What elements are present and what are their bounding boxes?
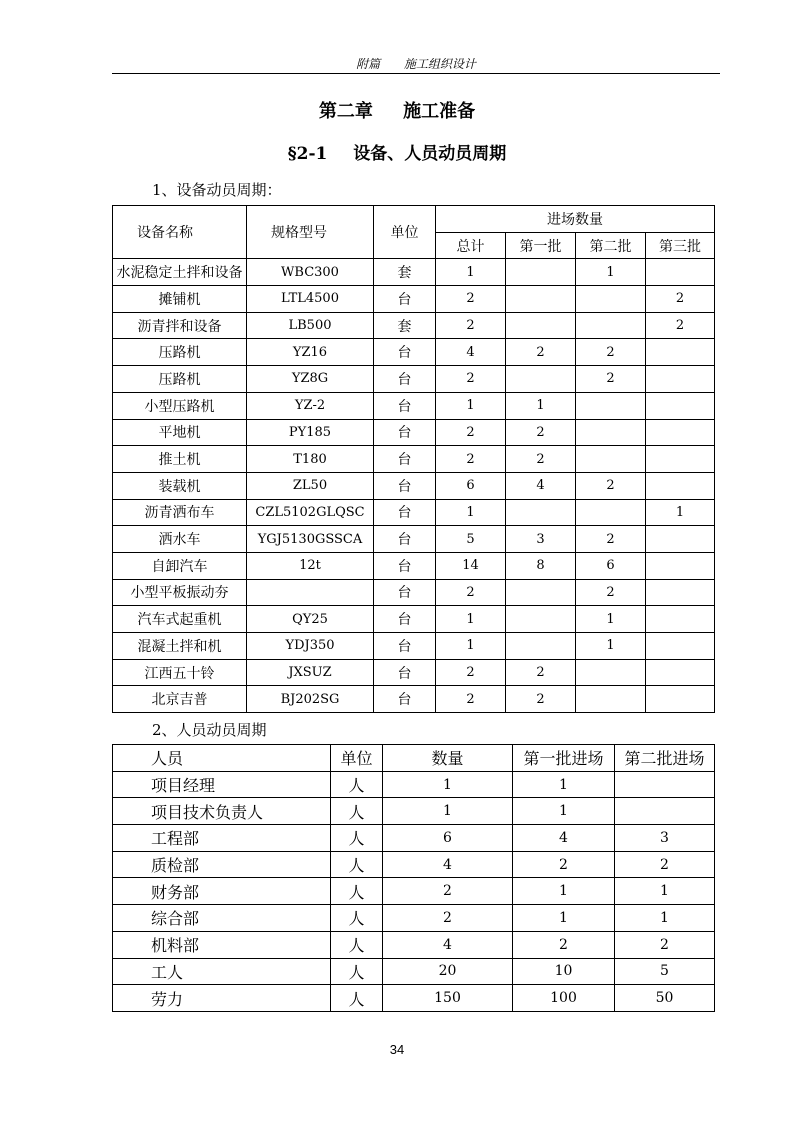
equipment-spec: CZL5102GLQSC <box>247 499 374 526</box>
personnel-unit: 人 <box>331 931 383 958</box>
personnel-unit: 人 <box>331 798 383 825</box>
col-header-batch2: 第二批进场 <box>615 745 715 772</box>
equipment-batch3: 2 <box>646 312 715 339</box>
table-row <box>113 552 715 579</box>
equipment-batch2 <box>576 392 646 419</box>
equipment-batch2: 2 <box>576 579 646 606</box>
table-row <box>113 686 715 713</box>
equipment-total: 1 <box>436 633 506 660</box>
equipment-batch2 <box>576 419 646 446</box>
equipment-total: 5 <box>436 526 506 553</box>
chapter-title <box>0 100 794 124</box>
equipment-unit: 台 <box>374 286 436 313</box>
equipment-batch2: 1 <box>576 606 646 633</box>
equipment-name: 水泥稳定土拌和设备 <box>113 259 247 286</box>
table-row <box>113 446 715 473</box>
table-row <box>113 606 715 633</box>
personnel-role: 劳力 <box>113 985 331 1012</box>
equipment-spec: PY185 <box>247 419 374 446</box>
equipment-name: 平地机 <box>113 419 247 446</box>
col-header-entry: 进场数量 <box>436 206 715 233</box>
personnel-table <box>112 744 715 1012</box>
table-row <box>113 878 715 905</box>
personnel-batch2: 3 <box>615 825 715 852</box>
personnel-batch1: 1 <box>513 905 615 932</box>
equipment-total: 1 <box>436 259 506 286</box>
equipment-unit: 台 <box>374 446 436 473</box>
table-row <box>113 286 715 313</box>
personnel-batch1: 2 <box>513 851 615 878</box>
personnel-batch2: 2 <box>615 851 715 878</box>
equipment-batch1 <box>506 366 576 393</box>
equipment-batch3: 1 <box>646 499 715 526</box>
personnel-qty: 2 <box>383 878 513 905</box>
table-row <box>113 659 715 686</box>
table-row <box>113 366 715 393</box>
section-title <box>0 142 794 166</box>
equipment-batch2: 2 <box>576 526 646 553</box>
table-row <box>113 259 715 286</box>
equipment-unit: 台 <box>374 499 436 526</box>
personnel-role: 工人 <box>113 958 331 985</box>
equipment-unit: 台 <box>374 419 436 446</box>
equipment-total: 2 <box>436 312 506 339</box>
equipment-name: 北京吉普 <box>113 686 247 713</box>
equipment-batch3: 2 <box>646 286 715 313</box>
equipment-batch2: 2 <box>576 366 646 393</box>
section-name: 设备、人员动员周期 <box>353 144 507 164</box>
equipment-name: 压路机 <box>113 339 247 366</box>
equipment-unit: 台 <box>374 339 436 366</box>
table-row <box>113 798 715 825</box>
table-row <box>113 931 715 958</box>
personnel-unit: 人 <box>331 851 383 878</box>
col-header-batch1: 第一批 <box>506 232 576 259</box>
personnel-unit: 人 <box>331 825 383 852</box>
table-row <box>113 312 715 339</box>
personnel-batch2: 1 <box>615 905 715 932</box>
equipment-batch3 <box>646 633 715 660</box>
equipment-name: 汽车式起重机 <box>113 606 247 633</box>
col-header-total: 总计 <box>436 232 506 259</box>
table-row <box>113 499 715 526</box>
equipment-batch3 <box>646 366 715 393</box>
header-doc-title: 施工组织设计 <box>403 57 476 71</box>
personnel-role: 项目经理 <box>113 771 331 798</box>
equipment-batch1: 2 <box>506 659 576 686</box>
equipment-unit: 台 <box>374 472 436 499</box>
personnel-qty: 6 <box>383 825 513 852</box>
equipment-name: 自卸汽车 <box>113 552 247 579</box>
equipment-spec: YZ16 <box>247 339 374 366</box>
equipment-spec: YZ8G <box>247 366 374 393</box>
col-header-unit: 单位 <box>374 206 436 259</box>
equipment-unit: 台 <box>374 579 436 606</box>
personnel-unit: 人 <box>331 905 383 932</box>
equipment-batch2 <box>576 312 646 339</box>
table-row <box>113 339 715 366</box>
equipment-total: 6 <box>436 472 506 499</box>
chapter-number: 第二章 <box>318 101 373 122</box>
equipment-spec: LTL4500 <box>247 286 374 313</box>
personnel-qty: 4 <box>383 931 513 958</box>
personnel-role: 质检部 <box>113 851 331 878</box>
equipment-batch3 <box>646 446 715 473</box>
header-part: 附篇 <box>356 57 381 71</box>
table-row <box>113 526 715 553</box>
col-header-spec: 规格型号 <box>247 206 374 259</box>
equipment-unit: 套 <box>374 259 436 286</box>
equipment-total: 2 <box>436 659 506 686</box>
personnel-heading: 2、人员动员周期 <box>152 721 267 739</box>
equipment-unit: 台 <box>374 633 436 660</box>
personnel-unit: 人 <box>331 771 383 798</box>
table-row <box>113 579 715 606</box>
personnel-batch2: 50 <box>615 985 715 1012</box>
equipment-spec: 12t <box>247 552 374 579</box>
equipment-total: 2 <box>436 446 506 473</box>
equipment-batch1 <box>506 499 576 526</box>
personnel-batch2: 1 <box>615 878 715 905</box>
personnel-qty: 4 <box>383 851 513 878</box>
personnel-qty: 1 <box>383 798 513 825</box>
table-row <box>113 472 715 499</box>
equipment-spec: YGJ5130GSSCA <box>247 526 374 553</box>
equipment-total: 1 <box>436 499 506 526</box>
equipment-spec: WBC300 <box>247 259 374 286</box>
equipment-spec: YDJ350 <box>247 633 374 660</box>
equipment-unit: 台 <box>374 686 436 713</box>
equipment-total: 2 <box>436 686 506 713</box>
equipment-batch1: 3 <box>506 526 576 553</box>
equipment-batch3 <box>646 526 715 553</box>
personnel-batch1: 1 <box>513 878 615 905</box>
equipment-batch1 <box>506 606 576 633</box>
col-header-person: 人员 <box>113 745 331 772</box>
equipment-batch1: 2 <box>506 446 576 473</box>
equipment-batch1 <box>506 579 576 606</box>
equipment-batch2: 2 <box>576 339 646 366</box>
equipment-batch2 <box>576 499 646 526</box>
equipment-unit: 台 <box>374 606 436 633</box>
personnel-batch1: 100 <box>513 985 615 1012</box>
equipment-spec: ZL50 <box>247 472 374 499</box>
col-header-batch1: 第一批进场 <box>513 745 615 772</box>
equipment-name: 江西五十铃 <box>113 659 247 686</box>
equipment-total: 1 <box>436 392 506 419</box>
personnel-role: 机料部 <box>113 931 331 958</box>
personnel-batch2 <box>615 771 715 798</box>
col-header-unit: 单位 <box>331 745 383 772</box>
equipment-name: 压路机 <box>113 366 247 393</box>
equipment-batch3 <box>646 419 715 446</box>
equipment-heading: 1、设备动员周期： <box>152 181 282 199</box>
equipment-batch1: 4 <box>506 472 576 499</box>
equipment-batch1: 2 <box>506 339 576 366</box>
table-row <box>113 851 715 878</box>
running-header <box>112 56 720 72</box>
equipment-table <box>112 205 715 713</box>
page-number: 34 <box>389 1042 405 1057</box>
equipment-spec: QY25 <box>247 606 374 633</box>
table-row <box>113 392 715 419</box>
equipment-batch3 <box>646 472 715 499</box>
equipment-batch1: 8 <box>506 552 576 579</box>
personnel-batch2: 5 <box>615 958 715 985</box>
table-row <box>113 958 715 985</box>
equipment-total: 2 <box>436 579 506 606</box>
table-row <box>113 633 715 660</box>
equipment-batch1 <box>506 259 576 286</box>
equipment-total: 2 <box>436 366 506 393</box>
table-row <box>113 771 715 798</box>
equipment-batch3 <box>646 606 715 633</box>
equipment-batch3 <box>646 659 715 686</box>
equipment-batch2 <box>576 659 646 686</box>
col-header-qty: 数量 <box>383 745 513 772</box>
equipment-name: 装载机 <box>113 472 247 499</box>
personnel-role: 财务部 <box>113 878 331 905</box>
personnel-role: 工程部 <box>113 825 331 852</box>
equipment-batch2: 1 <box>576 259 646 286</box>
equipment-unit: 套 <box>374 312 436 339</box>
personnel-role: 综合部 <box>113 905 331 932</box>
equipment-spec: BJ202SG <box>247 686 374 713</box>
equipment-batch3 <box>646 579 715 606</box>
equipment-batch2 <box>576 446 646 473</box>
equipment-name: 洒水车 <box>113 526 247 553</box>
equipment-name: 推土机 <box>113 446 247 473</box>
header-rule <box>112 73 720 74</box>
equipment-batch2 <box>576 686 646 713</box>
personnel-batch2: 2 <box>615 931 715 958</box>
equipment-batch1: 2 <box>506 419 576 446</box>
personnel-batch2 <box>615 798 715 825</box>
personnel-batch1: 1 <box>513 771 615 798</box>
personnel-qty: 2 <box>383 905 513 932</box>
personnel-unit: 人 <box>331 958 383 985</box>
table-row <box>113 985 715 1012</box>
table-row <box>113 419 715 446</box>
equipment-batch1 <box>506 286 576 313</box>
col-header-batch2: 第二批 <box>576 232 646 259</box>
equipment-batch1: 1 <box>506 392 576 419</box>
equipment-total: 1 <box>436 606 506 633</box>
equipment-batch3 <box>646 686 715 713</box>
equipment-batch2: 1 <box>576 633 646 660</box>
table-row <box>113 905 715 932</box>
equipment-batch2 <box>576 286 646 313</box>
personnel-unit: 人 <box>331 985 383 1012</box>
equipment-batch1 <box>506 633 576 660</box>
equipment-unit: 台 <box>374 392 436 419</box>
equipment-name: 沥青洒布车 <box>113 499 247 526</box>
equipment-name: 小型平板振动夯 <box>113 579 247 606</box>
equipment-batch1: 2 <box>506 686 576 713</box>
equipment-total: 2 <box>436 286 506 313</box>
col-header-name: 设备名称 <box>113 206 247 259</box>
personnel-qty: 150 <box>383 985 513 1012</box>
table-row <box>113 825 715 852</box>
equipment-spec: JXSUZ <box>247 659 374 686</box>
equipment-batch3 <box>646 552 715 579</box>
equipment-name: 摊铺机 <box>113 286 247 313</box>
equipment-batch2: 6 <box>576 552 646 579</box>
equipment-total: 4 <box>436 339 506 366</box>
equipment-unit: 台 <box>374 366 436 393</box>
equipment-spec: T180 <box>247 446 374 473</box>
equipment-batch3 <box>646 259 715 286</box>
equipment-unit: 台 <box>374 526 436 553</box>
col-header-batch3: 第三批 <box>646 232 715 259</box>
equipment-batch3 <box>646 339 715 366</box>
equipment-batch2: 2 <box>576 472 646 499</box>
equipment-spec <box>247 579 374 606</box>
equipment-name: 沥青拌和设备 <box>113 312 247 339</box>
equipment-total: 14 <box>436 552 506 579</box>
equipment-spec: LB500 <box>247 312 374 339</box>
personnel-qty: 20 <box>383 958 513 985</box>
personnel-qty: 1 <box>383 771 513 798</box>
equipment-unit: 台 <box>374 659 436 686</box>
equipment-batch1 <box>506 312 576 339</box>
personnel-batch1: 2 <box>513 931 615 958</box>
equipment-unit: 台 <box>374 552 436 579</box>
equipment-name: 混凝土拌和机 <box>113 633 247 660</box>
personnel-batch1: 4 <box>513 825 615 852</box>
personnel-role: 项目技术负责人 <box>113 798 331 825</box>
equipment-total: 2 <box>436 419 506 446</box>
personnel-batch1: 10 <box>513 958 615 985</box>
section-number: §2-1 <box>287 144 328 164</box>
equipment-batch3 <box>646 392 715 419</box>
chapter-name: 施工准备 <box>403 101 476 122</box>
personnel-batch1: 1 <box>513 798 615 825</box>
personnel-unit: 人 <box>331 878 383 905</box>
equipment-name: 小型压路机 <box>113 392 247 419</box>
equipment-spec: YZ-2 <box>247 392 374 419</box>
